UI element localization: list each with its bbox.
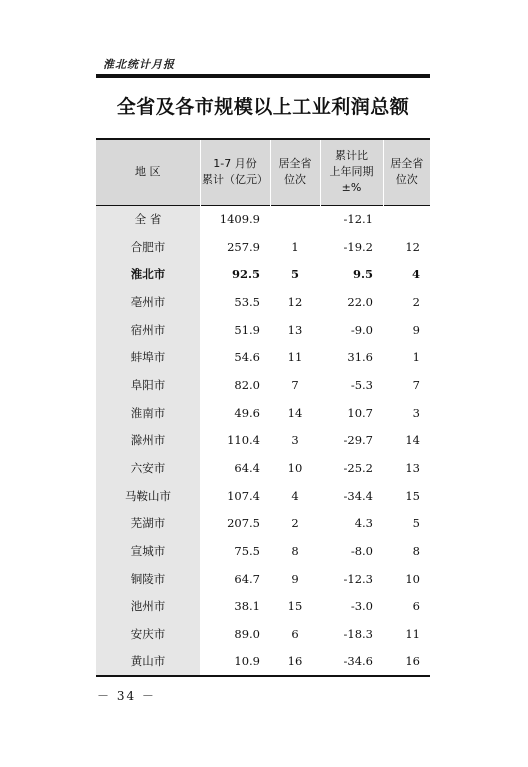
cumulative-cell: 54.6	[234, 350, 260, 365]
table-row	[96, 454, 430, 482]
change-cell: -8.0	[350, 544, 373, 559]
region-cell: 全 省	[96, 205, 200, 233]
change-rank-cell: 15	[405, 488, 420, 503]
table-row	[96, 371, 430, 399]
column-header-change: 累计比 上年同期 ±%	[320, 139, 383, 205]
change-cell: 31.6	[347, 350, 373, 365]
table-row	[96, 399, 430, 427]
change-rank-cell: 12	[405, 239, 420, 254]
column-header-cumulative: 1-7 月份 累计（亿元）	[200, 139, 270, 205]
rank-cell: 7	[291, 377, 299, 392]
table-row	[96, 648, 430, 676]
change-cell: -12.3	[343, 571, 373, 586]
cumulative-cell: 49.6	[234, 405, 260, 420]
rank-cell: 12	[287, 294, 303, 309]
rank-cell: 1	[291, 239, 299, 254]
rank-cell	[270, 205, 320, 233]
change-cell: -34.6	[343, 654, 373, 669]
profit-table-container	[96, 138, 430, 677]
change-rank-cell: 14	[405, 433, 420, 448]
cumulative-cell: 64.4	[234, 461, 260, 476]
cumulative-cell: 89.0	[234, 627, 260, 642]
table-row	[96, 316, 430, 344]
table-body	[96, 205, 430, 676]
table-row	[96, 427, 430, 455]
change-cell: 10.7	[347, 405, 373, 420]
change-cell: 22.0	[347, 294, 373, 309]
running-head: 淮北统计月报	[103, 58, 175, 71]
rank-cell: 16	[287, 654, 303, 669]
column-header-rank: 居全省 位次	[270, 139, 320, 205]
change-cell: -3.0	[350, 599, 373, 614]
change-cell: -9.0	[350, 322, 373, 337]
header-rule	[96, 74, 430, 78]
table-header-row	[96, 139, 430, 205]
change-cell: -34.4	[343, 488, 373, 503]
region-cell: 亳州市	[96, 288, 200, 316]
column-header-change-rank: 居全省 位次	[383, 139, 430, 205]
rank-cell: 6	[291, 627, 299, 642]
table-row	[96, 510, 430, 538]
change-rank-cell: 6	[412, 599, 420, 614]
table-row	[96, 593, 430, 621]
profit-table	[96, 138, 430, 677]
change-cell: -29.7	[343, 433, 373, 448]
cumulative-cell: 107.4	[227, 488, 260, 503]
cumulative-cell: 38.1	[234, 599, 260, 614]
rank-cell: 4	[291, 488, 299, 503]
table-row	[96, 537, 430, 565]
region-cell: 铜陵市	[96, 565, 200, 593]
region-cell: 淮南市	[96, 399, 200, 427]
region-cell: 滁州市	[96, 427, 200, 455]
rank-cell: 11	[287, 350, 303, 365]
rank-cell: 8	[291, 544, 299, 559]
table-row	[96, 343, 430, 371]
table-row	[96, 620, 430, 648]
change-cell: -12.1	[343, 212, 373, 227]
cumulative-cell: 207.5	[227, 516, 260, 531]
region-cell: 芜湖市	[96, 510, 200, 538]
region-cell: 黄山市	[96, 648, 200, 676]
cumulative-cell: 257.9	[227, 239, 260, 254]
change-rank-cell: 4	[411, 267, 420, 282]
cumulative-cell: 64.7	[234, 571, 260, 586]
change-rank-cell: 8	[412, 544, 420, 559]
rank-cell: 3	[291, 433, 299, 448]
cumulative-cell: 1409.9	[219, 212, 260, 227]
region-cell: 宣城市	[96, 537, 200, 565]
change-cell: 9.5	[352, 267, 373, 282]
table-row	[96, 260, 430, 288]
rank-cell: 9	[291, 571, 299, 586]
rank-cell: 14	[287, 405, 303, 420]
page-number: － 34 －	[97, 689, 156, 703]
change-rank-cell: 11	[405, 627, 420, 642]
region-cell: 池州市	[96, 593, 200, 621]
change-rank-cell: 7	[412, 377, 420, 392]
change-cell: -25.2	[343, 461, 373, 476]
page-title: 全省及各市规模以上工业利润总额	[116, 96, 410, 118]
change-rank-cell: 1	[412, 350, 420, 365]
cumulative-cell: 82.0	[234, 377, 260, 392]
change-cell: 4.3	[354, 516, 373, 531]
change-cell: -5.3	[350, 377, 373, 392]
rank-cell: 15	[287, 599, 303, 614]
column-header-region: 地 区	[96, 139, 200, 205]
region-cell: 宿州市	[96, 316, 200, 344]
region-cell: 淮北市	[96, 260, 200, 288]
rank-cell: 2	[291, 516, 299, 531]
change-rank-cell: 5	[412, 516, 420, 531]
change-rank-cell: 3	[412, 405, 420, 420]
cumulative-cell: 10.9	[234, 654, 260, 669]
rank-cell: 5	[290, 267, 299, 282]
change-rank-cell	[383, 205, 430, 233]
table-row	[96, 205, 430, 233]
region-cell: 蚌埠市	[96, 343, 200, 371]
cumulative-cell: 75.5	[234, 544, 260, 559]
region-cell: 阜阳市	[96, 371, 200, 399]
change-rank-cell: 13	[405, 461, 420, 476]
region-cell: 六安市	[96, 454, 200, 482]
cumulative-cell: 51.9	[234, 322, 260, 337]
region-cell: 马鞍山市	[96, 482, 200, 510]
table-row	[96, 233, 430, 261]
change-rank-cell: 9	[412, 322, 420, 337]
rank-cell: 10	[287, 461, 303, 476]
region-cell: 合肥市	[96, 233, 200, 261]
change-rank-cell: 2	[412, 294, 420, 309]
table-row	[96, 565, 430, 593]
change-cell: -19.2	[343, 239, 373, 254]
change-rank-cell: 16	[405, 654, 420, 669]
cumulative-cell: 53.5	[234, 294, 260, 309]
cumulative-cell: 92.5	[231, 267, 260, 282]
change-cell: -18.3	[343, 627, 373, 642]
table-row	[96, 288, 430, 316]
rank-cell: 13	[287, 322, 303, 337]
region-cell: 安庆市	[96, 620, 200, 648]
change-rank-cell: 10	[405, 571, 420, 586]
table-row	[96, 482, 430, 510]
cumulative-cell: 110.4	[227, 433, 260, 448]
